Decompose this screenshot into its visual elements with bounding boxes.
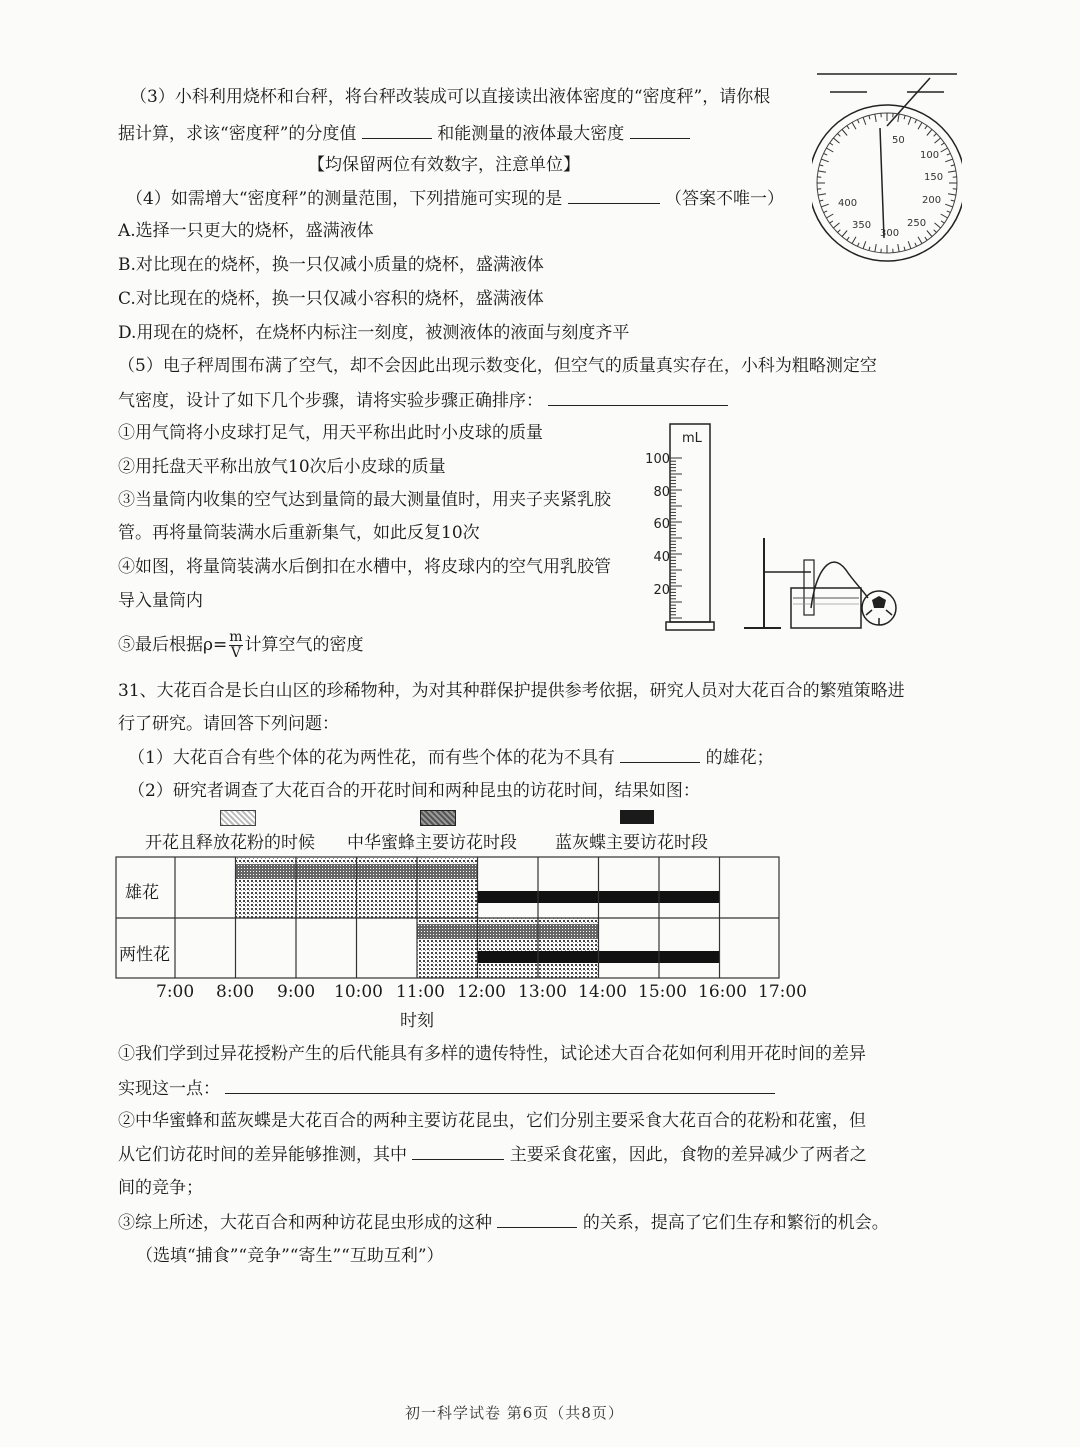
q31-sub1-b xyxy=(118,1077,775,1100)
gauge-tick xyxy=(918,122,922,129)
gauge-tick xyxy=(947,153,951,155)
fraction-numerator: m xyxy=(229,629,243,645)
q30-5-step: 导入量筒内 xyxy=(118,591,203,611)
x-tick-label: 17:00 xyxy=(758,982,807,1002)
cylinder-unit: mL xyxy=(682,431,702,446)
gauge-tick xyxy=(824,153,828,155)
q31-sub2-c-text: 主要采食花蜜，因此，食物的差异减少了两者之 xyxy=(509,1145,867,1165)
cylinder-label: 80 xyxy=(653,485,670,500)
answer-blank-max-density[interactable] xyxy=(630,122,690,139)
gauge-tick xyxy=(915,243,917,247)
cylinder-label: 40 xyxy=(653,550,670,565)
gauge-label: 150 xyxy=(924,172,944,183)
gauge-tick xyxy=(833,223,839,228)
gauge-tick xyxy=(941,214,948,218)
gauge-tick xyxy=(941,221,944,223)
answer-blank-q31-sub3[interactable] xyxy=(497,1211,577,1228)
x-tick-label: 15:00 xyxy=(638,982,687,1002)
gauge-tick xyxy=(934,138,940,143)
gauge-tick xyxy=(852,237,856,244)
q30-3-line1: （3）小科利用烧杯和台秤，将台秤改装成可以直接读出液体密度的“密度秤”，请你根 xyxy=(130,87,771,107)
q30-5-line1: （5）电子秤周围布满了空气，却不会因此出现示数变化，但空气的质量真实存在，小科为粗略测定空 xyxy=(118,356,877,376)
cylinder-label: 20 xyxy=(653,583,670,598)
q30-5-step: 管。再将量筒装满水后重新集气，如此反复10次 xyxy=(118,523,480,543)
gauge-tick xyxy=(951,165,955,166)
gauge-label: 350 xyxy=(852,220,872,231)
q31-sub3-a: ③综上所述，大花百合和两种访花昆虫形成的这种 xyxy=(118,1213,492,1233)
q30-4-stem xyxy=(126,187,784,210)
gauge-tick xyxy=(833,138,839,143)
q31-sub2-d: 间的竞争； xyxy=(118,1178,203,1198)
q30-5-line2-text: 气密度，设计了如下几个步骤，请将实验步骤正确排序： xyxy=(118,391,543,411)
gauge-label: 100 xyxy=(920,150,940,161)
q31-sub3-b: 的关系，提高了它们生存和繁衍的机会。 xyxy=(582,1213,889,1233)
q30-3-line2-a: 据计算，求该“密度秤”的分度值 xyxy=(118,124,357,144)
gauge-tick xyxy=(847,237,849,240)
q31-sub3 xyxy=(118,1211,889,1234)
gauge-tick xyxy=(824,211,828,213)
gauge-tick xyxy=(934,223,940,228)
gauge-tick xyxy=(948,194,956,195)
gauge-tick xyxy=(945,204,953,207)
q31-p2: （2）研究者调查了大花百合的开花时间和两种昆虫的访花时间，结果如图： xyxy=(128,781,700,801)
x-tick-label: 12:00 xyxy=(457,982,506,1002)
gauge-label: 200 xyxy=(922,195,942,206)
gauge-tick xyxy=(821,204,829,207)
scale-dial-figure xyxy=(812,68,962,268)
gauge-tick xyxy=(819,200,823,201)
gauge-tick xyxy=(857,243,859,247)
gauge-tick xyxy=(948,171,956,172)
q30-4-option-d: D.用现在的烧杯，在烧杯内标注一刻度，被测液体的液面与刻度齐平 xyxy=(118,323,630,343)
fraction-denominator: V xyxy=(230,645,241,661)
gauge-label: 300 xyxy=(880,228,900,239)
q30-4-option-a: A.选择一只更大的烧杯，盛满液体 xyxy=(118,221,374,241)
q30-5-step: ④如图，将量筒装满水后倒扣在水槽中，将皮球内的空气用乳胶管 xyxy=(118,557,611,577)
graduated-cylinder-figure xyxy=(640,418,730,638)
q30-5-line2 xyxy=(118,389,728,412)
gauge-tick xyxy=(908,241,911,249)
x-tick-label: 8:00 xyxy=(216,982,255,1002)
gauge-tick xyxy=(857,120,859,124)
gauge-tick xyxy=(847,126,849,129)
gauge-tick xyxy=(818,194,826,195)
chart-legend xyxy=(115,808,815,863)
gauge-tick xyxy=(941,148,948,152)
gauge-tick xyxy=(918,237,922,244)
x-tick-label: 10:00 xyxy=(334,982,383,1002)
gas-collection-apparatus xyxy=(736,530,906,635)
q31-sub3-hint: （选填“捕食”“竞争”“寄生”“互助互利”） xyxy=(136,1246,444,1266)
density-fraction xyxy=(229,630,242,661)
gauge-tick xyxy=(908,117,911,125)
legend-swatch-bee xyxy=(420,810,456,826)
gauge-tick xyxy=(927,129,932,135)
q31-sub2-b-text: 从它们访花时间的差异能够推测，其中 xyxy=(118,1145,407,1165)
q31-p1-a: （1）大花百合有些个体的花为两性花，而有些个体的花为不具有 xyxy=(128,748,615,768)
gauge-tick xyxy=(934,134,937,137)
gauge-tick xyxy=(821,159,829,162)
x-tick-label: 9:00 xyxy=(277,982,316,1002)
row-label-bisexual: 两性花 xyxy=(119,945,170,965)
legend-swatch-pollen xyxy=(220,810,256,826)
q31-p1 xyxy=(128,746,774,769)
gauge-tick xyxy=(819,165,823,166)
q31-sub1-b-text: 实现这一点： xyxy=(118,1079,220,1099)
gauge-tick xyxy=(925,237,927,240)
flowering-time-chart xyxy=(115,856,780,981)
answer-blank-q4[interactable] xyxy=(568,187,660,204)
legend-swatch-butterfly xyxy=(620,810,654,824)
gauge-tick xyxy=(934,230,937,233)
gauge-tick xyxy=(925,126,927,129)
gauge-tick xyxy=(826,148,833,152)
x-axis-label: 时刻 xyxy=(400,1011,434,1031)
gauge-tick xyxy=(852,122,856,129)
answer-blank-division-value[interactable] xyxy=(362,122,432,139)
legend-label-butterfly: 蓝灰蝶主要访花时段 xyxy=(555,833,708,853)
page-footer: 初一科学试卷 第6页（共8页） xyxy=(405,1404,624,1422)
gauge-label: 400 xyxy=(838,198,858,209)
q30-5-step: ③当量筒内收集的空气达到量筒的最大测量值时，用夹子夹紧乳胶 xyxy=(118,490,611,510)
q30-3-line2-b: 和能测量的液体最大密度 xyxy=(437,124,625,144)
gauge-tick xyxy=(830,221,833,223)
q30-5-step: ②用托盘天平称出放气10次后小皮球的质量 xyxy=(118,457,446,477)
answer-blank-step-order[interactable] xyxy=(548,389,728,406)
gauge-tick xyxy=(830,143,833,145)
gauge-tick xyxy=(863,117,866,125)
q30-5-step5 xyxy=(118,630,364,670)
gauge-tick xyxy=(842,129,847,135)
x-tick-label: 11:00 xyxy=(396,982,445,1002)
gauge-tick xyxy=(875,114,876,122)
gauge-tick xyxy=(898,114,899,122)
step5-text-a: ⑤最后根据ρ= xyxy=(118,635,228,655)
gauge-tick xyxy=(842,230,847,236)
gauge-tick xyxy=(875,244,876,252)
x-tick-label: 16:00 xyxy=(698,982,747,1002)
q30-3-line2 xyxy=(118,122,690,145)
q31-sub2-b xyxy=(118,1143,867,1166)
x-tick-label: 7:00 xyxy=(156,982,195,1002)
q31-sub1-a: ①我们学到过异花授粉产生的后代能具有多样的遗传特性，试论述大百合花如何利用开花时间的差异 xyxy=(118,1044,866,1064)
answer-blank-q31-sub2[interactable] xyxy=(412,1143,504,1160)
cylinder-label: 60 xyxy=(653,517,670,532)
gauge-tick xyxy=(915,120,917,124)
gauge-tick xyxy=(941,143,944,145)
gauge-tick xyxy=(951,200,955,201)
q31-line1: 31、大花百合是长白山区的珍稀物种，为对其种群保护提供参考依据，研究人员对大花百合的繁殖策略进 xyxy=(118,681,905,701)
q31-sub2-a: ②中华蜜蜂和蓝灰蝶是大花百合的两种主要访花昆虫，它们分别主要采食大花百合的花粉和花蜜，但 xyxy=(118,1111,866,1131)
q30-5-step: ①用气筒将小皮球打足气，用天平称出此时小皮球的质量 xyxy=(118,423,543,443)
gauge-tick xyxy=(927,230,932,236)
gauge-tick xyxy=(818,171,826,172)
gauge-tick xyxy=(904,247,905,251)
legend-label-bee: 中华蜜蜂主要访花时段 xyxy=(347,833,517,853)
gauge-tick xyxy=(947,211,951,213)
gauge-tick xyxy=(863,241,866,249)
q31-line2: 行了研究。请回答下列问题： xyxy=(118,714,339,734)
q30-4-stem-b: （答案不唯一） xyxy=(665,189,785,209)
gauge-tick xyxy=(904,115,905,119)
q30-3-note: 【均保留两位有效数字，注意单位】 xyxy=(308,155,580,175)
x-tick-label: 14:00 xyxy=(578,982,627,1002)
cylinder-label: 100 xyxy=(645,452,670,467)
gauge-tick xyxy=(869,247,870,251)
gauge-tick xyxy=(869,115,870,119)
q30-4-option-b: B.对比现在的烧杯，换一只仅减小质量的烧杯，盛满液体 xyxy=(118,255,544,275)
gauge-tick xyxy=(898,244,899,252)
legend-label-pollen: 开花且释放花粉的时候 xyxy=(145,833,315,853)
gauge-label: 250 xyxy=(907,218,927,229)
gauge-tick xyxy=(838,230,841,233)
gauge-tick xyxy=(838,134,841,137)
gantt-bar xyxy=(417,924,599,939)
gauge-tick xyxy=(945,159,953,162)
q31-p1-b: 的雄花； xyxy=(705,748,774,768)
step5-text-b: 计算空气的密度 xyxy=(244,635,364,655)
gauge-label: 50 xyxy=(892,135,905,146)
answer-blank-q31-1[interactable] xyxy=(620,746,700,763)
q30-4-option-c: C.对比现在的烧杯，换一只仅减小容积的烧杯，盛满液体 xyxy=(118,289,544,309)
q30-4-stem-a: （4）如需增大“密度秤”的测量范围，下列措施可实现的是 xyxy=(126,189,563,209)
row-label-male: 雄花 xyxy=(125,883,159,903)
answer-blank-q31-sub1[interactable] xyxy=(225,1077,775,1094)
gauge-tick xyxy=(826,214,833,218)
x-tick-label: 13:00 xyxy=(518,982,567,1002)
